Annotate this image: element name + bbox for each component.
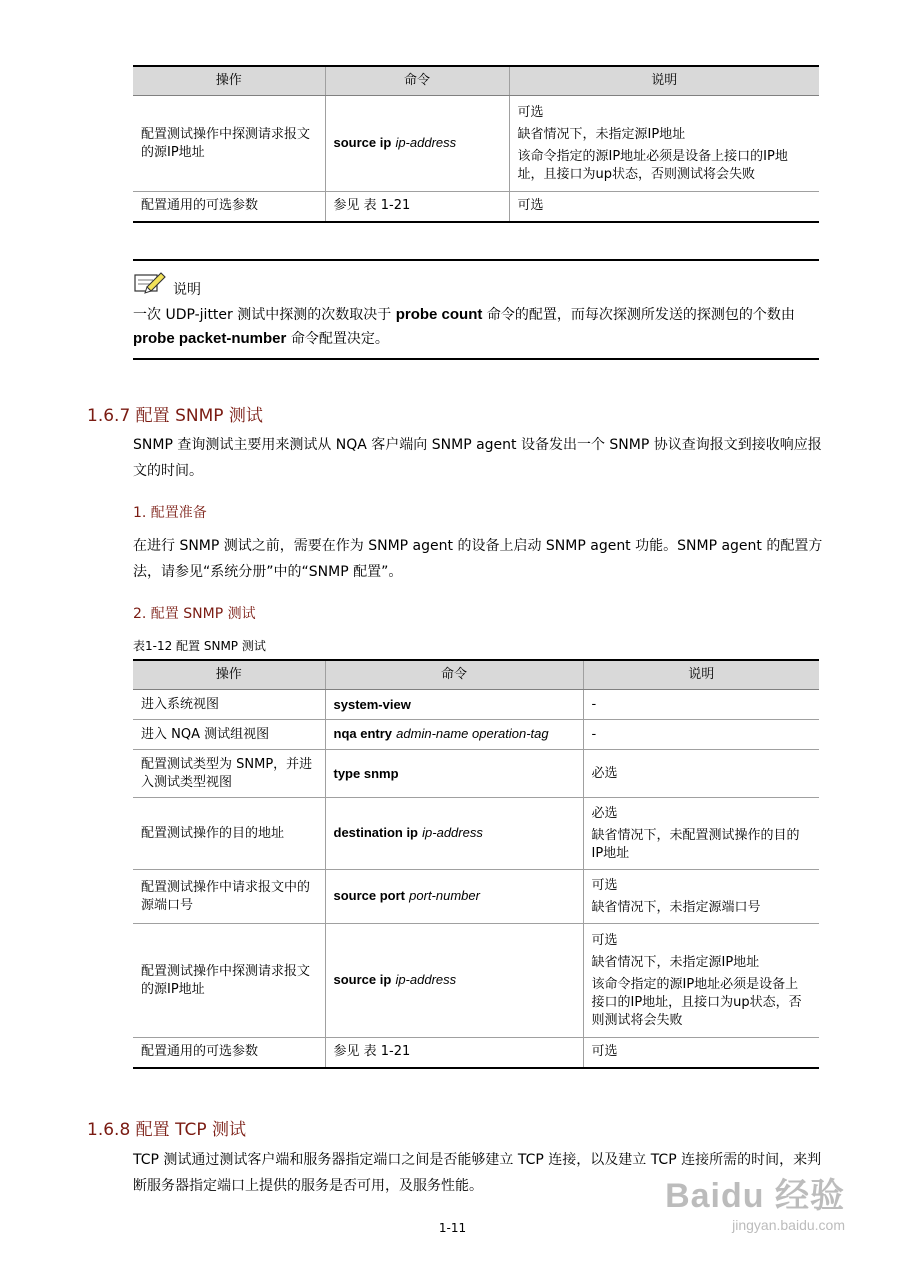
section-heading-tcp: 1.6.8 配置 TCP 测试 — [87, 1120, 246, 1140]
table-row — [133, 192, 819, 222]
page-number: 1-11 — [438, 1221, 467, 1235]
prepare-paragraph: 在进行 SNMP 测试之前，需要在作为 SNMP agent 的设备上启动 SNMP agent 功能。SNMP agent 的配置方法，请参见“系统分册”中的“SNMP 配置”。 — [133, 538, 823, 580]
row-command: source ip ip-address — [325, 96, 509, 192]
table-row — [133, 798, 819, 870]
row-command: source port port-number — [325, 870, 583, 924]
row-command: nqa entry admin-name operation-tag — [325, 720, 583, 750]
row-operation: 进入系统视图 — [133, 690, 325, 720]
table2-header-op: 操作 — [133, 660, 325, 690]
row-description: - — [583, 720, 819, 750]
table-source-ip-continuation — [133, 65, 819, 223]
row-command: 参见 表 1-21 — [325, 1038, 583, 1068]
row-command: system-view — [325, 690, 583, 720]
table-row — [133, 750, 819, 798]
baidu-watermark — [645, 1168, 845, 1233]
row-description: - — [583, 690, 819, 720]
row-operation: 进入 NQA 测试组视图 — [133, 720, 325, 750]
note-title: 说明 — [173, 282, 201, 298]
row-description: 可选 — [583, 1038, 819, 1068]
table-row — [133, 1038, 819, 1068]
row-operation: 配置测试类型为 SNMP，并进入测试类型视图 — [133, 750, 325, 798]
table2-header-cmd: 命令 — [325, 660, 583, 690]
table1-header-cmd: 命令 — [325, 66, 509, 96]
note-body: 一次 UDP-jitter 测试中探测的次数取决于 probe count 命令的配置，而每次探测所发送的探测包的个数由 probe packet-number 命令配置决定。 — [133, 306, 795, 347]
row-operation: 配置测试操作的目的地址 — [133, 798, 325, 870]
row-description: 可选 缺省情况下，未指定源端口号 — [583, 870, 819, 924]
table-config-snmp — [133, 659, 819, 1069]
row-description: 可选 缺省情况下，未指定源IP地址 该命令指定的源IP地址必须是设备上接口的IP地址，且接口为up状态，否则测试将会失败 — [509, 96, 819, 192]
row-description: 可选 缺省情况下，未指定源IP地址 该命令指定的源IP地址必须是设备上接口的IP地址，且接口为up状态，否则测试将会失败 — [583, 924, 819, 1038]
row-command: 参见 表 1-21 — [325, 192, 509, 222]
watermark-url: jingyan.baidu.com — [732, 1217, 845, 1233]
table-row — [133, 720, 819, 750]
row-description: 可选 — [509, 192, 819, 222]
table-row — [133, 690, 819, 720]
table-row — [133, 870, 819, 924]
tcp-intro-paragraph: TCP 测试通过测试客户端和服务器指定端口之间是否能够建立 TCP 连接，以及建立 TCP 连接所需的时间，来判断服务器指定端口上提供的服务是否可用，及服务性能。 — [133, 1152, 822, 1194]
row-description: 必选 — [583, 750, 819, 798]
row-command: source ip ip-address — [325, 924, 583, 1038]
row-operation: 配置测试操作中探测请求报文的源IP地址 — [133, 96, 325, 192]
section-heading-snmp: 1.6.7 配置 SNMP 测试 — [87, 406, 263, 426]
watermark-logo-text: Baidu 经验 — [665, 1177, 845, 1215]
row-operation: 配置测试操作中请求报文中的源端口号 — [133, 870, 325, 924]
row-command: destination ip ip-address — [325, 798, 583, 870]
subheading-config-snmp: 2. 配置 SNMP 测试 — [133, 606, 256, 622]
table-caption: 表1-12 配置 SNMP 测试 — [133, 639, 266, 653]
pencil-note-icon — [133, 269, 167, 295]
table1-header-desc: 说明 — [509, 66, 819, 96]
row-operation: 配置通用的可选参数 — [133, 192, 325, 222]
row-operation: 配置通用的可选参数 — [133, 1038, 325, 1068]
row-description: 必选 缺省情况下，未配置测试操作的目的IP地址 — [583, 798, 819, 870]
table1-header-op: 操作 — [133, 66, 325, 96]
table-row — [133, 924, 819, 1038]
row-command: type snmp — [325, 750, 583, 798]
subheading-prepare: 1. 配置准备 — [133, 505, 207, 521]
row-operation: 配置测试操作中探测请求报文的源IP地址 — [133, 924, 325, 1038]
snmp-intro-paragraph: SNMP 查询测试主要用来测试从 NQA 客户端向 SNMP agent 设备发出一个 SNMP 协议查询报文到接收响应报文的时间。 — [133, 437, 822, 479]
table2-header-desc: 说明 — [583, 660, 819, 690]
table-row — [133, 96, 819, 192]
note-box — [133, 259, 819, 360]
